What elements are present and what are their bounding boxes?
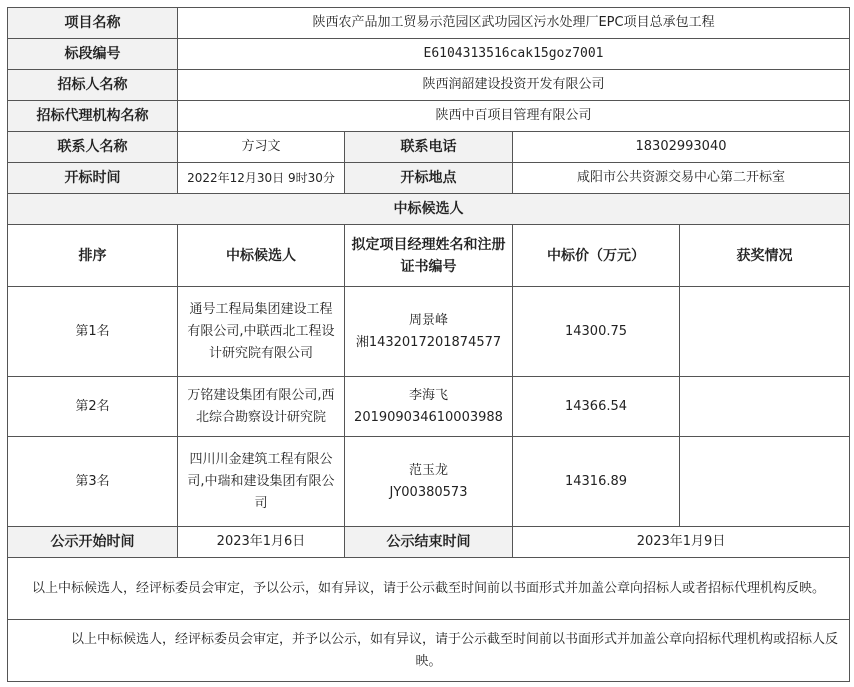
bid-code-label: 标段编号 xyxy=(8,39,178,70)
publicity-end-value: 2023年1月9日 xyxy=(513,527,850,558)
candidate-company-line: 万铭建设集团有限公司,西 xyxy=(187,387,335,403)
candidate-price: 14300.75 xyxy=(513,287,680,377)
candidate-company-line: 司 xyxy=(254,495,268,511)
candidate-company-line: 有限公司,中联西北工程设 xyxy=(187,323,335,339)
tenderer-label: 招标人名称 xyxy=(8,70,178,101)
awards-header: 获奖情况 xyxy=(680,225,850,287)
candidate-company-line: 北综合勘察设计研究院 xyxy=(195,409,326,425)
bid-code-value: E6104313516cak15goz7001 xyxy=(178,39,850,70)
manager-name: 周景峰 xyxy=(408,312,448,328)
open-place-value: 咸阳市公共资源交易中心第二开标室 xyxy=(513,163,850,194)
manager-header xyxy=(345,225,513,287)
open-time-value: 2022年12月30日 9时30分 xyxy=(178,163,345,194)
publicity-note-1: 以上中标候选人，经评标委员会审定，予以公示，如有异议，请于公示截至时间前以书面形式并加盖公章向招标人或者招标代理机构反映。 xyxy=(8,558,850,620)
candidate-rank: 第3名 xyxy=(8,437,178,527)
candidate-awards xyxy=(680,287,850,377)
manager-cert: 湘1432017201874577 xyxy=(355,334,502,350)
candidate-company-line: 四川川金建筑工程有限公 xyxy=(189,451,333,467)
contact-value: 方习文 xyxy=(178,132,345,163)
candidates-header-row xyxy=(8,225,850,287)
manager-name: 范玉龙 xyxy=(408,462,448,478)
note2-row xyxy=(8,620,850,682)
candidates-section-row xyxy=(8,194,850,225)
candidate-row-3 xyxy=(8,437,850,527)
candidate-rank: 第2名 xyxy=(8,377,178,437)
publicity-row xyxy=(8,527,850,558)
manager-name: 李海飞 xyxy=(408,387,448,403)
candidate-company-line: 通号工程局集团建设工程 xyxy=(189,301,333,317)
manager-cert: 201909034610003988 xyxy=(354,409,503,425)
contact-label: 联系人名称 xyxy=(8,132,178,163)
candidate-company xyxy=(178,437,345,527)
manager-header-line1: 拟定项目经理姓名和注册 xyxy=(351,236,506,253)
contact-row xyxy=(8,132,850,163)
candidate-rank: 第1名 xyxy=(8,287,178,377)
publicity-start-value: 2023年1月6日 xyxy=(178,527,345,558)
bid-announcement-table xyxy=(7,7,850,682)
agency-row xyxy=(8,101,850,132)
publicity-end-label: 公示结束时间 xyxy=(345,527,513,558)
project-name-row xyxy=(8,8,850,39)
candidate-manager xyxy=(345,287,513,377)
publicity-note-2: 以上中标候选人，经评标委员会审定，并予以公示，如有异议，请于公示截至时间前以书面形式并加盖公章向招标代理机构或招标人反映。 xyxy=(8,620,850,682)
candidate-company xyxy=(178,377,345,437)
candidate-price: 14316.89 xyxy=(513,437,680,527)
candidate-manager xyxy=(345,377,513,437)
open-place-label: 开标地点 xyxy=(345,163,513,194)
price-header: 中标价（万元） xyxy=(513,225,680,287)
candidate-company xyxy=(178,287,345,377)
publicity-start-label: 公示开始时间 xyxy=(8,527,178,558)
bid-code-row xyxy=(8,39,850,70)
note1-row xyxy=(8,558,850,620)
candidate-row-1 xyxy=(8,287,850,377)
phone-value: 18302993040 xyxy=(513,132,850,163)
candidate-awards xyxy=(680,377,850,437)
candidate-company-line: 司,中瑞和建设集团有限公 xyxy=(187,473,335,489)
agency-label: 招标代理机构名称 xyxy=(8,101,178,132)
candidate-company-line: 计研究院有限公司 xyxy=(208,345,313,361)
opening-row xyxy=(8,163,850,194)
tenderer-value: 陕西润韶建设投资开发有限公司 xyxy=(178,70,850,101)
rank-header: 排序 xyxy=(8,225,178,287)
candidate-header: 中标候选人 xyxy=(178,225,345,287)
agency-value: 陕西中百项目管理有限公司 xyxy=(178,101,850,132)
project-name-value: 陕西农产品加工贸易示范园区武功园区污水处理厂EPC项目总承包工程 xyxy=(178,8,850,39)
candidate-row-2 xyxy=(8,377,850,437)
project-name-label: 项目名称 xyxy=(8,8,178,39)
open-time-label: 开标时间 xyxy=(8,163,178,194)
manager-header-line2: 证书编号 xyxy=(400,258,457,275)
candidate-price: 14366.54 xyxy=(513,377,680,437)
phone-label: 联系电话 xyxy=(345,132,513,163)
manager-cert: JY00380573 xyxy=(389,484,468,500)
candidates-section-title: 中标候选人 xyxy=(8,194,850,225)
candidate-awards xyxy=(680,437,850,527)
tenderer-row xyxy=(8,70,850,101)
candidate-manager xyxy=(345,437,513,527)
